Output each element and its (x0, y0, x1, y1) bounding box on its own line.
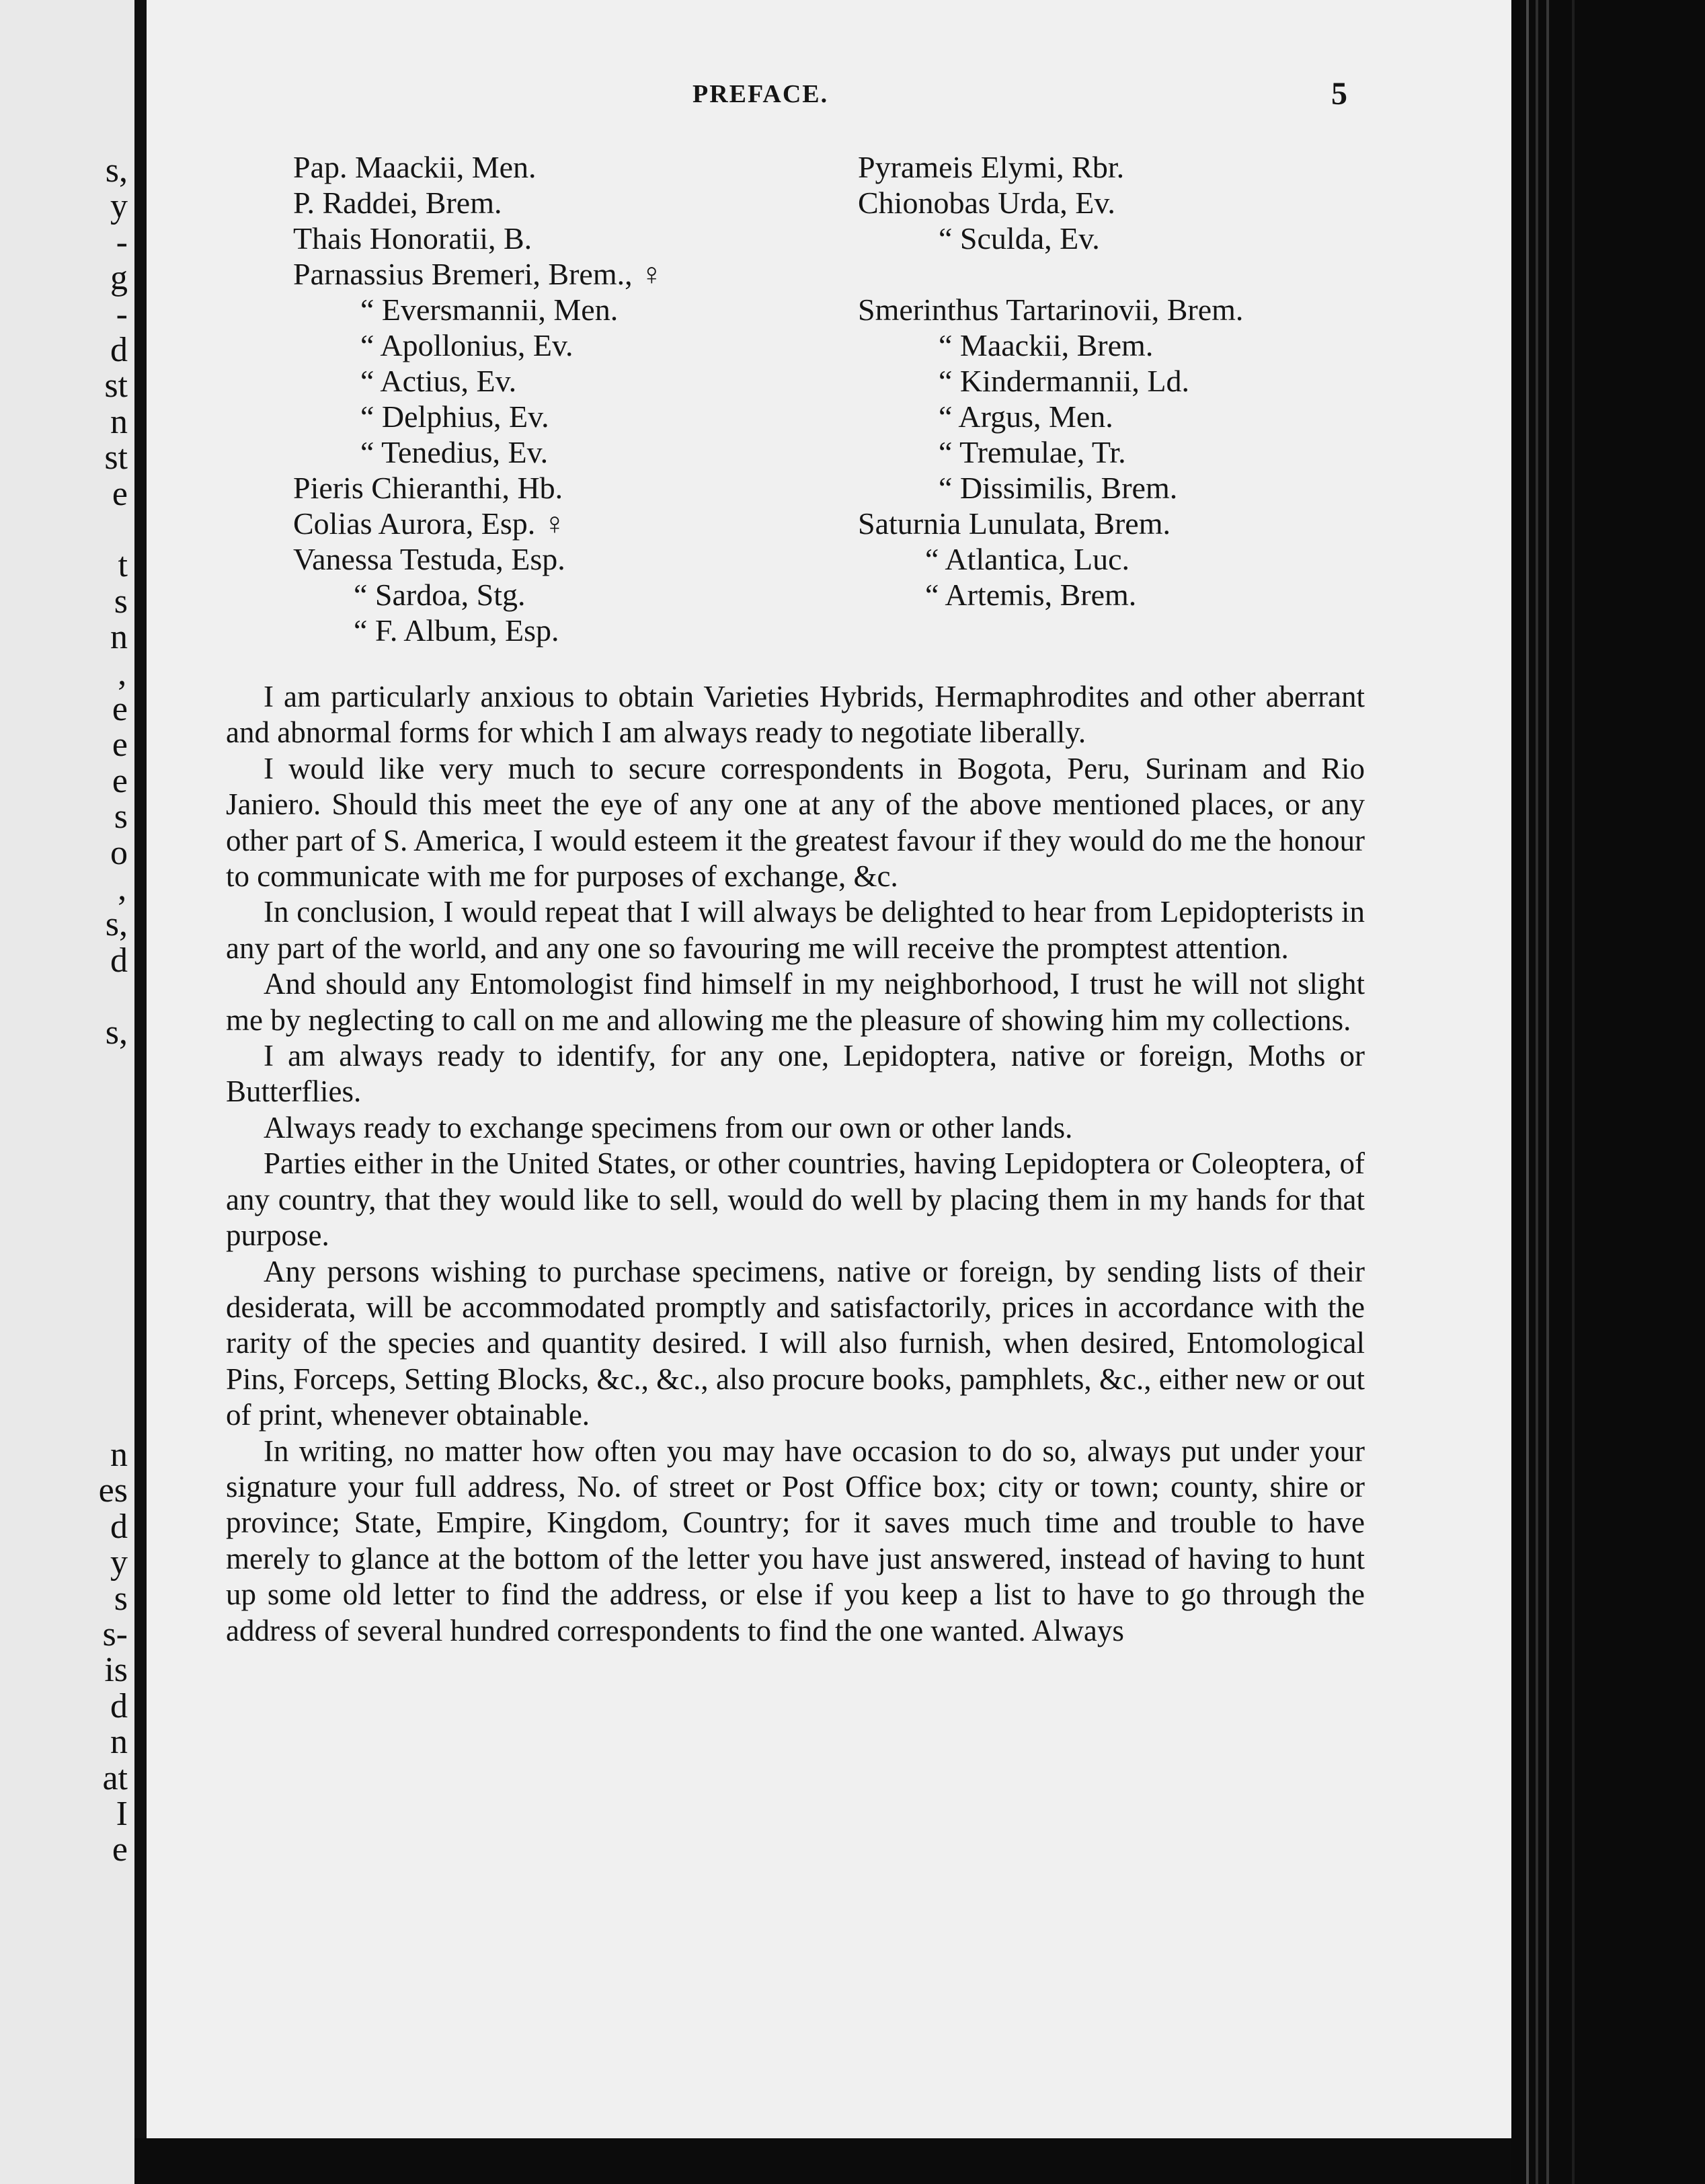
species-entry: Pyrameis Elymi, Rbr. (858, 150, 1125, 184)
species-entry: “ Dissimilis, Brem. (939, 471, 1178, 505)
facing-page-fragment: g (110, 259, 128, 298)
paragraph: I am particularly anxious to obtain Varieties Hybrids, Hermaphrodites and other aberrant and abnormal forms for which I am always ready to negotiate liberally. (226, 680, 1365, 750)
paragraph: Parties either in the United States, or other countries, having Lepidoptera or Coleoptera, of any country, that they would like to sell, would do well by placing them in my hands for that purpose. (226, 1146, 1365, 1253)
species-entry: Colias Aurora, Esp. ♀ (293, 506, 567, 541)
species-list-right (858, 149, 1243, 613)
species-entry: “ Maackii, Brem. (939, 328, 1154, 362)
facing-page-fragment: s (114, 582, 128, 621)
species-entry: “ Sardoa, Stg. (354, 578, 526, 612)
species-entry: Parnassius Bremeri, Brem., ♀ (293, 257, 664, 291)
species-entry: “ Tenedius, Ev. (360, 435, 549, 469)
facing-page-fragment: s- (102, 1615, 128, 1653)
facing-page-edge (0, 0, 134, 2184)
page-stack-edge (1511, 0, 1705, 2184)
facing-page-fragment: d (110, 331, 128, 369)
facing-page-fragment: ‚ (116, 869, 128, 908)
species-entry: Chionobas Urda, Ev. (858, 186, 1115, 220)
species-list-left (293, 149, 664, 648)
species-entry: “ Argus, Men. (939, 399, 1113, 434)
species-entry: Saturnia Lunulata, Brem. (858, 506, 1171, 541)
paragraph: I would like very much to secure correspondents in Bogota, Peru, Surinam and Rio Janiero. Should this meet the eye of any one at any of the above mentioned places, or any other part of S. America, I would esteem it the greatest favour if they would do me the honour to communicate with me for purposes of exchange, &c. (226, 751, 1365, 894)
paragraph: I am always ready to identify, for any one, Lepidoptera, native or foreign, Moths or Butterflies. (226, 1039, 1365, 1109)
facing-page-fragment: d (110, 1686, 128, 1725)
species-entry: “ Actius, Ev. (360, 364, 517, 398)
facing-page-fragment: s (114, 1579, 128, 1618)
species-entry: Smerinthus Tartarinovii, Brem. (858, 292, 1244, 327)
facing-page-fragment: is (104, 1651, 128, 1690)
species-entry: “ Sculda, Ev. (939, 221, 1100, 256)
facing-page-fragment: s (114, 797, 128, 836)
species-entry: Thais Honoratii, B. (293, 221, 532, 256)
facing-page-fragment: y (110, 1543, 128, 1582)
facing-page-fragment: - (116, 223, 128, 262)
paragraph: And should any Entomologist find himself in my neighborhood, I trust he will not slight me by neglecting to call on me and allowing me the pleasure of showing him my collections. (226, 967, 1365, 1037)
facing-page-fragment: e (112, 690, 128, 728)
facing-page-fragment: e (112, 1830, 128, 1869)
facing-page-fragment: s, (105, 905, 128, 944)
species-entry: P. Raddei, Brem. (293, 186, 502, 220)
facing-page-fragment: - (116, 295, 128, 334)
species-entry: Pap. Maackii, Men. (293, 150, 537, 184)
species-spacer (858, 256, 1243, 292)
book-gutter (134, 0, 147, 2184)
facing-page-fragments (0, 0, 134, 2184)
facing-page-fragment: at (102, 1758, 128, 1797)
species-entry: “ Tremulae, Tr. (939, 435, 1126, 469)
paragraph: In writing, no matter how often you may have occasion to do so, always put under your signature your full address, No. of street or Post Office box; city or town; county, shire or province; State, Empire, Kingdom, Country; for it saves much time and trouble to have merely to glance at the bottom of the letter you have just answered, instead of having to hunt up some old letter to find the address, or else if you keep a list to have to go through the address of several hundred correspondents to find the one wanted. Always (226, 1434, 1365, 1647)
facing-page-fragment: I (116, 1795, 128, 1833)
paragraph: Always ready to exchange specimens from our own or other lands. (264, 1110, 1073, 1144)
preface-body (226, 679, 1365, 1649)
species-entry: Vanessa Testuda, Esp. (293, 542, 565, 576)
species-entry: “ Kindermannii, Ld. (939, 364, 1190, 398)
page-edge-line (1572, 0, 1575, 2184)
page-edge-line (1546, 0, 1549, 2184)
facing-page-fragment: s, (105, 1013, 128, 1052)
facing-page-fragment: st (104, 438, 128, 477)
facing-page-fragment: n (110, 402, 128, 441)
facing-page-fragment: e (112, 474, 128, 513)
paragraph: Any persons wishing to purchase specimens, native or foreign, by sending lists of their desiderata, will be accommodated promptly and satisfactorily, prices in accordance with the rarity of the species and quantity desired. I will also furnish, when desired, Entomological Pins, Forceps, Setting Blocks, &c., &c., also procure books, pamphlets, &c., either new or out of print, whenever obtainable. (226, 1254, 1365, 1432)
facing-page-fragment: n (110, 1436, 128, 1474)
page-edge-line (1536, 0, 1538, 2184)
scan-bottom-border (134, 2138, 1511, 2184)
facing-page-fragment: es (98, 1471, 128, 1510)
facing-page-fragment: o (110, 833, 128, 872)
species-entry: “ Atlantica, Luc. (925, 542, 1129, 576)
facing-page-fragment: e (112, 761, 128, 800)
facing-page-fragment: t (118, 546, 128, 585)
facing-page-fragment: s, (105, 151, 128, 190)
species-entry: “ F. Album, Esp. (354, 613, 559, 648)
facing-page-fragment: n (110, 1723, 128, 1762)
facing-page-fragment: e (112, 726, 128, 765)
facing-page-fragment: y (110, 187, 128, 226)
page-number: 5 (1331, 76, 1347, 112)
facing-page-fragment: d (110, 941, 128, 980)
species-entry: Pieris Chieranthi, Hb. (293, 471, 563, 505)
running-head: PREFACE. (692, 80, 829, 108)
page-edge-line (1526, 0, 1529, 2184)
species-entry: “ Delphius, Ev. (360, 399, 549, 434)
facing-page-fragment: d (110, 1507, 128, 1546)
facing-page-fragment: n (110, 618, 128, 657)
species-entry: “ Eversmannii, Men. (360, 292, 619, 327)
species-entry: “ Artemis, Brem. (925, 578, 1137, 612)
paragraph: In conclusion, I would repeat that I will always be delighted to hear from Lepidopterists in any part of the world, and any one so favouring me will receive the promptest attention. (226, 895, 1365, 965)
facing-page-fragment: st (104, 366, 128, 405)
species-entry: “ Apollonius, Ev. (360, 328, 573, 362)
facing-page-fragment: ‚ (116, 654, 128, 693)
